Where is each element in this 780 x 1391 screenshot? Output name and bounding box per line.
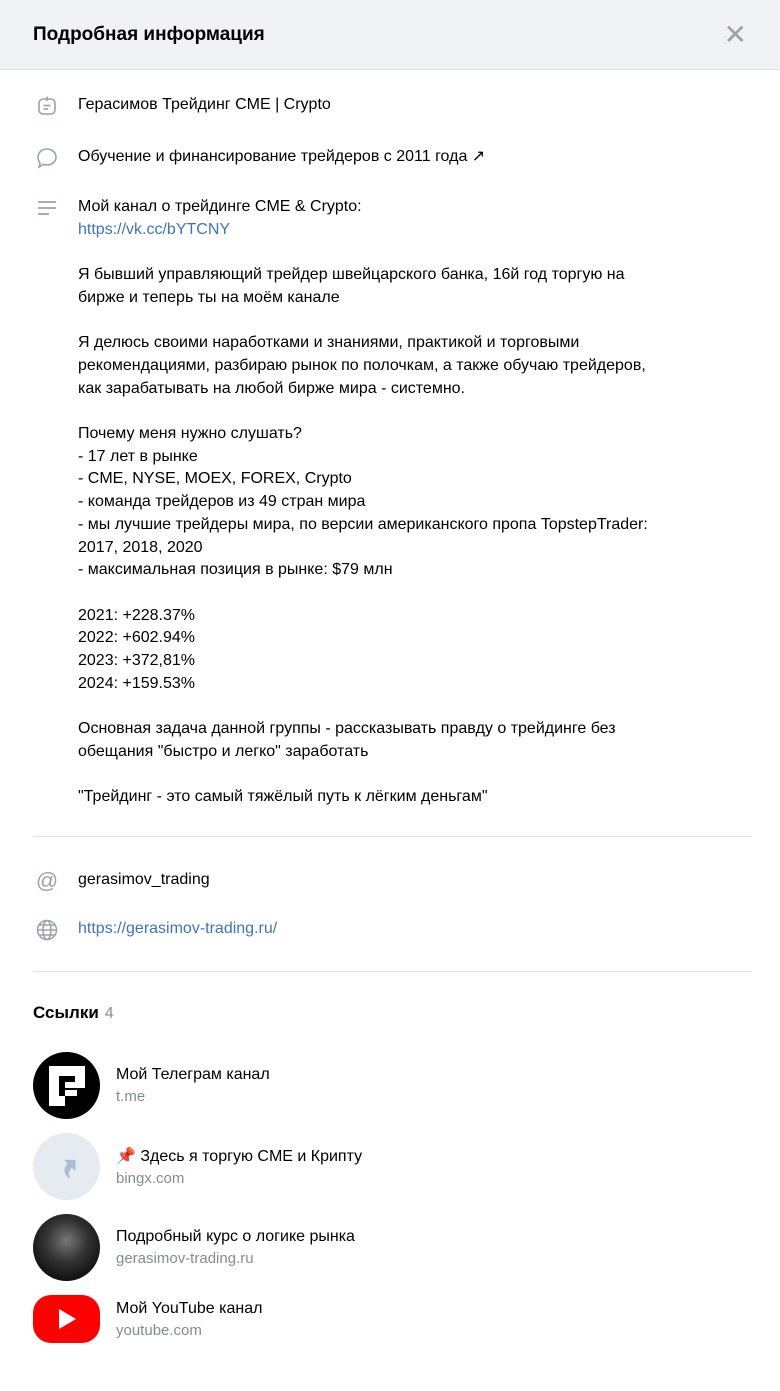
description-line xyxy=(78,764,648,787)
description-line: Я делюсь своими наработками и знаниями, практикой и торговыми xyxy=(78,334,580,352)
description-line: Основная задача данной группы - рассказывать правду о трейдинге без xyxy=(78,720,616,738)
telegram-channel-avatar xyxy=(33,1052,100,1119)
link-domain: bingx.com xyxy=(116,1170,185,1187)
at-icon: @ xyxy=(35,868,59,893)
description-line: 2021: +228.37% xyxy=(78,606,195,624)
description-line: 2017, 2018, 2020 xyxy=(78,538,203,556)
link-domain: t.me xyxy=(116,1088,146,1105)
link-domain: gerasimov-trading.ru xyxy=(116,1250,254,1267)
divider xyxy=(33,836,752,837)
description-line xyxy=(78,241,648,264)
description-line: - максимальная позиция в рынке: $79 млн xyxy=(78,561,393,579)
description-line: - 17 лет в рынке xyxy=(78,447,198,465)
description-line: 2022: +602.94% xyxy=(78,629,195,647)
link-title: Подробный курс о логике рынка xyxy=(116,1228,355,1245)
text-lines-icon xyxy=(33,196,61,220)
modal-header xyxy=(0,0,780,70)
description-line xyxy=(78,400,648,423)
youtube-icon xyxy=(33,1295,100,1343)
description-line: Мой канал о трейдинге CME & Crypto: xyxy=(78,198,362,215)
link-item-bingx[interactable] xyxy=(33,1133,362,1200)
info-description xyxy=(33,196,648,809)
message-icon xyxy=(33,146,61,170)
course-avatar xyxy=(33,1214,100,1281)
description-line: Почему меня нужно слушать? xyxy=(78,424,302,442)
info-status: Обучение и финансирование трейдеров с 2011 года ↗ xyxy=(33,146,485,170)
info-name: Герасимов Трейдинг CME | Crypto xyxy=(33,94,331,118)
links-count: 4 xyxy=(104,1005,114,1022)
link-title: 📌 Здесь я торгую CME и Крипту xyxy=(116,1148,363,1165)
description-line xyxy=(78,310,648,333)
link-item-course[interactable] xyxy=(33,1214,355,1281)
link-title: Мой Телеграм канал xyxy=(116,1066,270,1083)
link-item-youtube[interactable] xyxy=(33,1295,262,1343)
description-line: 2023: +372,81% xyxy=(78,652,195,669)
link-domain: youtube.com xyxy=(116,1321,202,1339)
description-line: - мы лучшие трейдеры мира, по версии американского пропа TopstepTrader: xyxy=(78,515,648,533)
info-screen-name: @ gerasimov_trading xyxy=(33,869,210,893)
links-title: Ссылки xyxy=(33,1003,99,1022)
link-title: Мой YouTube канал xyxy=(116,1299,263,1317)
badge-icon xyxy=(33,94,61,118)
description-line: 2024: +159.53% xyxy=(78,674,195,692)
description-text xyxy=(78,196,648,809)
description-line xyxy=(78,582,648,605)
website-link[interactable]: https://gerasimov-trading.ru/ xyxy=(78,920,278,937)
description-line: "Трейдинг - это самый тяжёлый путь к лёгким деньгам" xyxy=(78,788,488,806)
description-line: - CME, NYSE, MOEX, FOREX, Crypto xyxy=(78,470,352,488)
description-line: - команда трейдеров из 49 стран мира xyxy=(78,493,366,511)
description-line: бирже и теперь ты на моём канале xyxy=(78,288,340,306)
external-link-icon xyxy=(33,1133,100,1200)
description-line xyxy=(78,695,648,718)
description-line: как зарабатывать на любой бирже мира - системно. xyxy=(78,379,465,397)
info-website xyxy=(33,918,277,942)
description-link[interactable]: https://vk.cc/bYTCNY xyxy=(78,220,231,238)
close-icon[interactable]: ✕ xyxy=(723,18,747,50)
description-line: обещания "быстро и легко" заработать xyxy=(78,742,369,760)
divider xyxy=(33,971,752,972)
modal-title: Подробная информация xyxy=(33,23,265,45)
description-line: Я бывший управляющий трейдер швейцарского банка, 16й год торгую на xyxy=(78,266,625,284)
description-line: рекомендациями, разбираю рынок по полочкам, а также обучаю трейдеров, xyxy=(78,356,646,374)
link-item-telegram[interactable] xyxy=(33,1052,270,1119)
links-section-title xyxy=(33,1003,114,1023)
globe-icon xyxy=(33,918,61,942)
